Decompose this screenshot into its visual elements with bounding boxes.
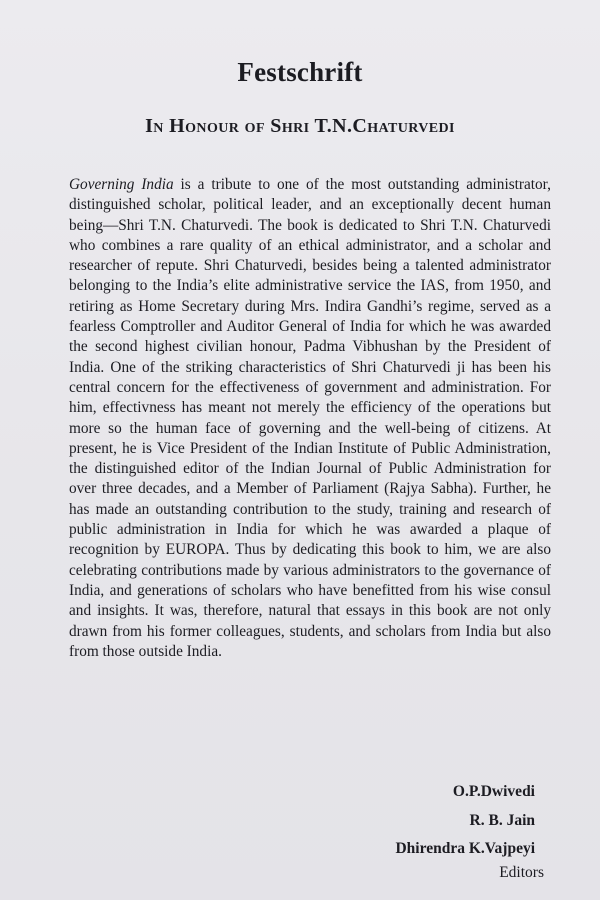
page-title: Festschrift bbox=[237, 57, 363, 87]
editor-name-2: R. B. Jain bbox=[469, 812, 535, 829]
editors-role-label: Editors bbox=[499, 864, 544, 881]
book-title-italic: Governing India bbox=[69, 176, 174, 193]
editor-name-3: Dhirendra K.Vajpeyi bbox=[395, 840, 535, 857]
dedication-text: is a tribute to one of the most outstanding administrator, distinguished scholar, political leader, and an exceptionally decent human being—Shri T.N. Chaturvedi. The book is dedicated to Shri T.N. Chaturvedi who combines a rare quality of an ethical administrator, and a scholar and researcher of repute. Shri Chaturvedi, besides being a talented administrator belonging to the India’s elite administrative service the IAS, from 1950, and retiring as Home Secretary during Mrs. Indira Gandhi’s regime, served as a fearless Comptroller and Auditor General of India for which he was awarded the second highest civilian honour, Padma Vibhushan by the President of India. One of the striking characteristics of Shri Chaturvedi ji has been his central concern for the effectiveness of government and administration. For him, effectivness has meant not merely the efficiency of the operations but more so the human face of governing and the well-being of citizens. At present, he is Vice President of the Indian Institute of Public Administration, the distinguished editor of the Indian Journal of Public Administration for over three decades, and a Member of Parliament (Rajya Sabha). Further, he has made an outstanding contribution to the study, training and research of public administration in India for which he was awarded a plaque of recognition by EUROPA. Thus by dedicating this book to him, we are also celebrating contributions made by various administrators to the governance of India, and generations of scholars who have benefitted from his wise consul and insights. It was, therefore, natural that essays in this book are not only drawn from his former colleagues, students, and scholars from India but also from those outside India. bbox=[69, 176, 551, 660]
page-subtitle: In Honour of Shri T.N.Chaturvedi bbox=[145, 115, 455, 137]
dedication-paragraph bbox=[69, 175, 551, 662]
editor-name-1: O.P.Dwivedi bbox=[452, 783, 535, 800]
